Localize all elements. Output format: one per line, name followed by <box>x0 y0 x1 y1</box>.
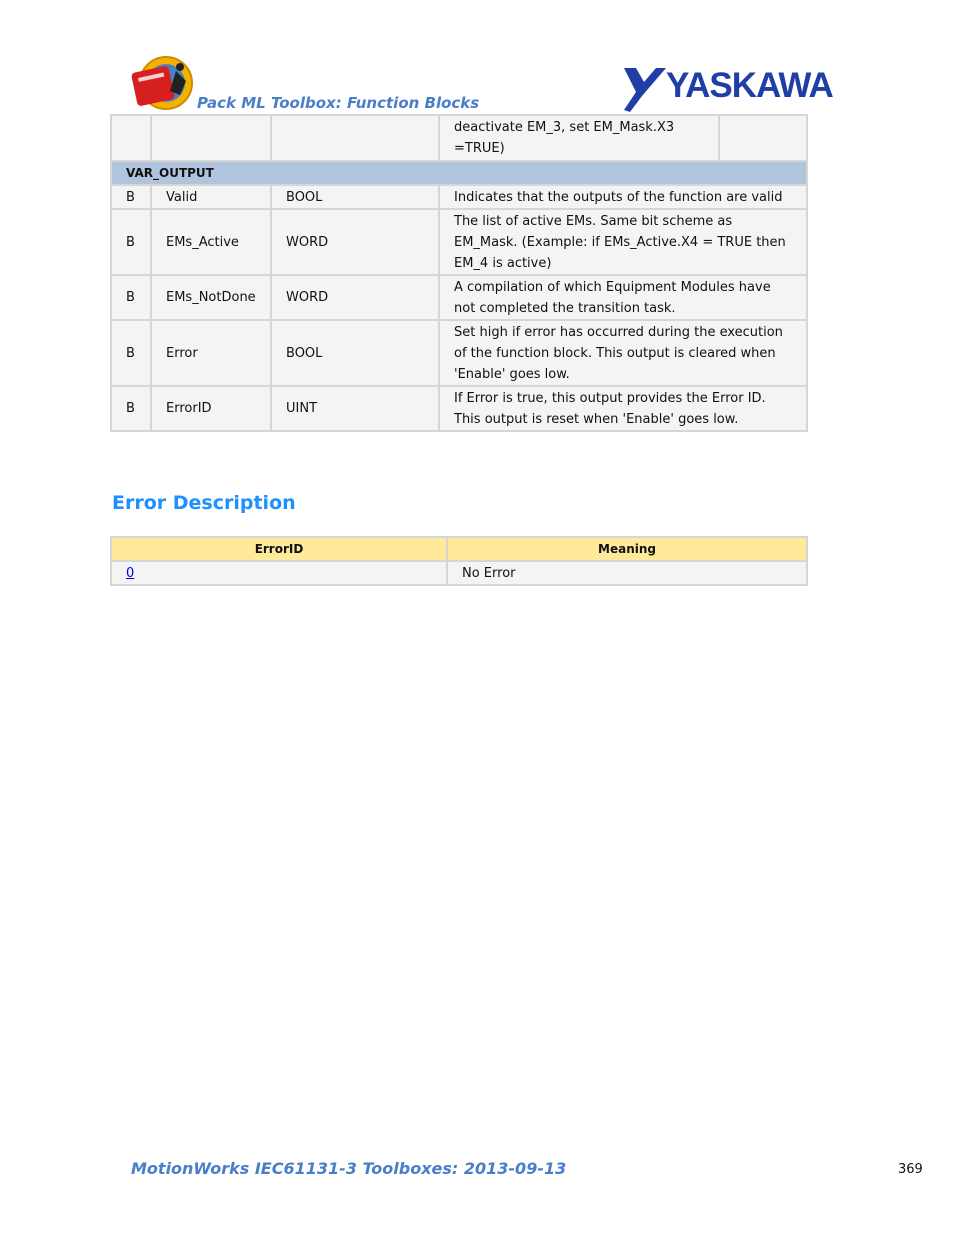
table-cell-name: ErrorID <box>152 387 270 430</box>
table-row <box>112 562 806 584</box>
table-cell-description: deactivate EM_3, set EM_Mask.X3 =TRUE) <box>440 116 718 160</box>
table-cell-description: Indicates that the outputs of the function are valid <box>440 186 806 208</box>
table-cell-description <box>440 116 806 160</box>
table-cell-scope: B <box>112 321 150 385</box>
table-cell-scope: B <box>112 387 150 430</box>
header-title: Pack ML Toolbox: Function Blocks <box>197 94 480 112</box>
section-header-row <box>112 162 806 184</box>
table-row <box>112 210 806 274</box>
error-meaning-cell: No Error <box>448 562 806 584</box>
error-id-link[interactable]: 0 <box>126 565 135 581</box>
toolbox-logo-icon <box>128 55 200 111</box>
yaskawa-logo <box>622 66 844 112</box>
table-cell-description: A compilation of which Equipment Modules have not completed the transition task. <box>440 276 806 319</box>
table-cell-scope: B <box>112 276 150 319</box>
table-cell <box>112 116 150 160</box>
table-row <box>112 387 806 430</box>
table-cell-name: Error <box>152 321 270 385</box>
table-cell <box>152 116 270 160</box>
table-cell-description: The list of active EMs. Same bit scheme as EM_Mask. (Example: if EMs_Active.X4 = TRUE then EM_4 is active) <box>440 210 806 274</box>
table-cell-description: If Error is true, this output provides the Error ID. This output is reset when 'Enable' goes low. <box>440 387 806 430</box>
output-variables-table <box>110 114 808 432</box>
table-cell-type: BOOL <box>272 186 438 208</box>
table-cell-scope: B <box>112 210 150 274</box>
table-cell-type: WORD <box>272 210 438 274</box>
nested-cell-table <box>440 116 806 160</box>
table-cell-name: Valid <box>152 186 270 208</box>
table-cell <box>272 116 438 160</box>
page-number: 369 <box>898 1162 923 1177</box>
table-cell <box>718 116 806 160</box>
table-row <box>112 116 806 160</box>
error-id-cell <box>112 562 446 584</box>
table-cell-scope: B <box>112 186 150 208</box>
table-cell-description: Set high if error has occurred during the execution of the function block. This output is cleared when 'Enable' goes low. <box>440 321 806 385</box>
column-header-meaning: Meaning <box>448 538 806 560</box>
table-row <box>112 321 806 385</box>
brand-wordmark: YASKAWA <box>666 66 833 105</box>
table-header-row <box>112 538 806 560</box>
table-cell-type: WORD <box>272 276 438 319</box>
table-cell-type: BOOL <box>272 321 438 385</box>
footer-title: MotionWorks IEC61131-3 Toolboxes: 2013-09-13 <box>131 1159 567 1178</box>
column-header-errorid: ErrorID <box>112 538 446 560</box>
yaskawa-mark-icon <box>622 66 666 112</box>
table-row <box>112 276 806 319</box>
table-cell-type: UINT <box>272 387 438 430</box>
section-label: VAR_OUTPUT <box>112 162 806 184</box>
table-cell-name: EMs_NotDone <box>152 276 270 319</box>
table-cell-name: EMs_Active <box>152 210 270 274</box>
error-id-table <box>110 536 808 586</box>
table-row <box>112 186 806 208</box>
error-description-heading: Error Description <box>112 492 296 514</box>
